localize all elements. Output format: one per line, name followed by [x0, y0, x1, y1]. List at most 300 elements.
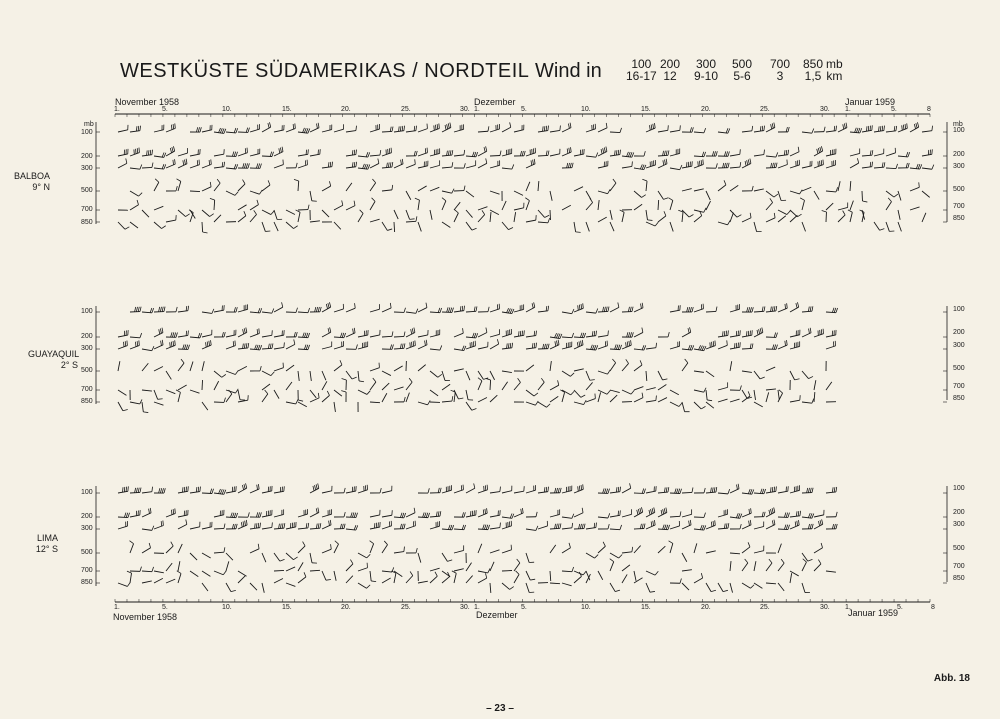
wind-barb: [190, 191, 200, 192]
wind-barb: [490, 562, 494, 571]
wind-barb: [286, 123, 295, 132]
wind-barb: [814, 127, 825, 132]
wind-barb: [802, 306, 813, 312]
day-tick: 1.: [114, 604, 120, 611]
wind-barb: [262, 510, 272, 517]
wind-barb: [238, 211, 246, 222]
wind-barb: [322, 509, 332, 517]
wind-barb: [466, 222, 477, 230]
wind-barb: [202, 522, 212, 529]
wind-barb: [814, 380, 816, 390]
wind-barb: [274, 302, 283, 312]
wind-barb: [838, 181, 840, 191]
wind-barb: [574, 222, 581, 232]
wind-barb: [346, 345, 357, 350]
wind-barb: [202, 309, 214, 314]
wind-barb: [730, 513, 742, 518]
wind-barb: [214, 489, 226, 494]
wind-barb: [622, 565, 630, 571]
wind-barb: [526, 526, 538, 531]
wind-barb: [322, 181, 331, 191]
wind-barb: [346, 576, 353, 583]
wind-barb: [262, 180, 270, 191]
wind-barb: [238, 148, 247, 156]
wind-barb: [766, 198, 773, 210]
wind-barb: [790, 330, 800, 337]
wind-barb: [826, 571, 836, 572]
wind-barb: [742, 213, 751, 222]
wind-barb: [370, 378, 376, 390]
day-tick: 25.: [760, 106, 770, 113]
wind-barb: [370, 488, 381, 493]
wind-barb: [610, 150, 621, 156]
wind-barb: [286, 332, 297, 337]
wind-barb: [418, 222, 421, 231]
wind-barb: [190, 487, 200, 493]
wind-barb: [478, 508, 487, 517]
wind-barb: [706, 371, 714, 377]
wind-barb: [262, 553, 266, 562]
wind-barb: [430, 210, 432, 220]
wind-barb: [286, 365, 294, 371]
pressure-level-label: 300: [953, 163, 965, 170]
wind-barb: [754, 512, 765, 517]
wind-barb: [778, 544, 781, 553]
wind-barb: [778, 525, 790, 530]
wind-barb: [802, 161, 812, 168]
wind-barb: [142, 363, 148, 371]
wind-barb: [250, 210, 257, 222]
wind-barb: [250, 149, 260, 156]
wind-barb: [310, 371, 311, 381]
pressure-level-label: 500: [81, 367, 93, 374]
wind-barb: [286, 553, 298, 560]
wind-barb: [766, 486, 776, 493]
wind-barb: [322, 327, 331, 337]
wind-barb: [166, 159, 175, 168]
wind-barb: [826, 160, 836, 168]
pressure-level-label: 500: [81, 187, 93, 194]
pressure-level-label: 100: [953, 127, 965, 134]
wind-barb: [430, 488, 441, 493]
wind-barb: [574, 524, 585, 529]
month-label-january-top: Januar 1959: [845, 97, 896, 107]
wind-barb: [226, 191, 238, 195]
wind-barb: [898, 210, 900, 220]
wind-barb: [850, 181, 851, 191]
wind-barb: [754, 328, 763, 337]
wind-barb: [778, 160, 787, 168]
wind-barb: [682, 488, 693, 493]
wind-barb: [766, 333, 777, 338]
wind-barb: [670, 125, 680, 132]
wind-barb: [574, 340, 583, 349]
wind-barb: [262, 210, 274, 215]
wind-barb: [526, 331, 537, 337]
wind-barb: [382, 578, 391, 583]
wind-barb: [130, 340, 139, 349]
wind-barb: [142, 163, 153, 168]
wind-barb: [730, 149, 740, 156]
wind-barb: [214, 547, 225, 553]
wind-barb: [598, 217, 607, 222]
wind-barb: [382, 383, 389, 390]
wind-barb: [550, 380, 559, 390]
wind-barb: [718, 163, 729, 168]
wind-barb: [634, 328, 643, 337]
wind-barb: [190, 553, 197, 560]
wind-barb: [274, 160, 283, 168]
wind-barb: [178, 385, 187, 390]
wind-barb: [262, 122, 271, 132]
wind-barb: [454, 163, 465, 168]
day-tick: 10.: [222, 604, 232, 611]
wind-barb: [250, 190, 262, 194]
wind-barb: [382, 541, 388, 553]
wind-barb: [466, 210, 473, 218]
wind-barb: [538, 218, 550, 223]
wind-barb: [430, 568, 440, 571]
wind-barb: [754, 150, 764, 156]
wind-barb: [586, 152, 598, 157]
wind-barb: [502, 343, 513, 349]
wind-barb: [574, 333, 586, 338]
wind-barb: [202, 571, 210, 576]
wind-barb: [454, 545, 464, 553]
wind-barb: [202, 553, 211, 558]
wind-barb: [166, 390, 175, 394]
wind-barb: [202, 222, 208, 233]
wind-barb: [682, 583, 689, 590]
wind-barb: [898, 191, 901, 201]
wind-barb: [358, 210, 363, 222]
wind-barb: [490, 304, 499, 312]
wind-barb: [262, 522, 272, 529]
wind-barb: [910, 122, 919, 132]
wind-barb: [586, 394, 595, 402]
wind-barb: [406, 521, 415, 529]
wind-barb: [202, 583, 208, 591]
wind-barb: [118, 149, 128, 156]
wind-barb: [418, 303, 427, 312]
wind-barb: [394, 387, 404, 390]
wind-barb: [598, 341, 607, 349]
wind-barb: [658, 211, 666, 222]
wind-barb: [754, 126, 765, 132]
wind-barb: [562, 567, 574, 572]
wind-barb: [850, 128, 862, 133]
wind-barb: [814, 519, 823, 529]
wind-barb: [334, 541, 339, 553]
wind-barb: [574, 149, 584, 156]
wind-barb: [802, 488, 813, 493]
day-tick: 25.: [401, 106, 411, 113]
wind-barb: [682, 509, 692, 517]
wind-barb: [346, 525, 358, 530]
wind-barb: [658, 398, 667, 402]
wind-barb: [586, 124, 595, 132]
wind-barb: [622, 161, 632, 168]
wind-barb: [202, 182, 211, 191]
wind-barb: [826, 149, 836, 156]
wind-barb: [514, 330, 524, 337]
wind-barb: [178, 359, 184, 371]
wind-barb: [669, 541, 673, 553]
wind-barb: [766, 507, 775, 517]
wind-barb: [262, 309, 274, 314]
wind-barb: [610, 487, 621, 493]
wind-barb: [274, 147, 283, 156]
wind-barb: [127, 571, 132, 583]
wind-barb: [286, 522, 296, 529]
wind-barb: [910, 207, 920, 210]
wind-barb: [838, 123, 847, 132]
wind-barb: [730, 524, 741, 529]
wind-barb: [418, 161, 428, 168]
wind-barb: [430, 572, 437, 583]
wind-barb: [562, 342, 572, 349]
wind-barb: [130, 541, 134, 553]
wind-barb: [166, 332, 177, 337]
wind-barb: [238, 328, 247, 337]
month-label-november-top: November 1958: [115, 97, 180, 107]
wind-barb: [634, 151, 645, 156]
wind-barb: [358, 371, 364, 382]
wind-barb: [166, 340, 175, 349]
wind-barb: [514, 203, 524, 210]
wind-barb: [130, 222, 138, 228]
wind-barb: [214, 162, 225, 168]
wind-barb: [298, 333, 310, 338]
wind-barb: [274, 342, 284, 349]
month-label-november-bottom: November 1958: [113, 612, 178, 622]
month-label-december-bottom: Dezember: [476, 610, 518, 620]
wind-barb: [202, 210, 214, 217]
wind-barb: [226, 164, 238, 169]
wind-barb: [766, 306, 777, 312]
wind-barb: [586, 331, 597, 337]
wind-barb: [178, 148, 188, 156]
wind-barb: [826, 187, 838, 192]
wind-barb: [250, 523, 261, 529]
wind-barb: [778, 486, 788, 493]
wind-barb: [382, 303, 391, 312]
wind-barb: [226, 370, 238, 374]
wind-barb: [454, 346, 466, 351]
wind-barb: [130, 567, 141, 572]
wind-barb: [526, 401, 538, 405]
wind-barb: [550, 361, 551, 371]
wind-barb: [452, 571, 456, 583]
wind-barb: [418, 488, 429, 493]
wind-barb: [742, 542, 750, 553]
wind-barb: [670, 222, 673, 231]
wind-barb: [610, 510, 620, 517]
wind-barb: [130, 399, 142, 403]
wind-barb: [490, 510, 500, 517]
pressure-level-label: 200: [953, 509, 965, 516]
day-tick: 1.: [474, 604, 480, 611]
legend-level-100: 100 16-17: [626, 57, 657, 83]
wind-barb: [189, 210, 193, 222]
wind-barb: [214, 149, 224, 156]
wind-barb: [238, 304, 248, 312]
wind-barb: [718, 128, 730, 133]
wind-barb: [886, 222, 894, 231]
pressure-level-label: 700: [81, 206, 93, 213]
wind-barb: [826, 512, 837, 517]
day-tick: 10.: [222, 106, 232, 113]
wind-barb: [130, 191, 142, 196]
wind-barb: [670, 578, 681, 583]
wind-barb: [502, 382, 508, 390]
wind-barb: [415, 198, 420, 210]
wind-barb: [370, 571, 376, 582]
wind-barb: [226, 307, 237, 312]
wind-barb: [848, 210, 852, 222]
wind-barb: [742, 559, 748, 571]
wind-barb: [718, 523, 729, 529]
wind-barb: [634, 164, 646, 169]
wind-barb: [898, 152, 910, 157]
wind-barb: [658, 371, 667, 380]
wind-barb: [514, 125, 524, 132]
wind-barb: [538, 521, 548, 529]
wind-barb: [238, 483, 247, 493]
day-tick: 15.: [282, 106, 292, 113]
wind-barb: [598, 189, 610, 193]
wind-barb: [730, 162, 741, 168]
legend-level-300: 300 9-10: [694, 57, 719, 83]
wind-barb: [502, 164, 514, 169]
wind-barb: [682, 327, 691, 337]
wind-barb: [214, 510, 224, 517]
wind-barb: [682, 307, 693, 312]
wind-barb: [466, 510, 476, 517]
wind-barb: [454, 485, 463, 493]
wind-barb: [262, 330, 272, 337]
wind-barb: [166, 579, 175, 583]
wind-barb: [826, 341, 835, 349]
wind-barb: [718, 151, 729, 156]
wind-barb: [622, 340, 631, 349]
wind-barb: [166, 215, 176, 222]
wind-barb: [682, 402, 690, 412]
wind-barb: [502, 329, 512, 337]
wind-barb: [754, 489, 766, 494]
wind-barb: [358, 485, 367, 493]
wind-barb: [790, 302, 799, 312]
wind-barb: [526, 571, 535, 580]
wind-barb: [177, 571, 181, 583]
wind-barb: [166, 146, 175, 156]
wind-barb: [370, 330, 380, 337]
wind-barb: [202, 489, 214, 494]
wind-barb: [142, 526, 154, 531]
wind-barb: [550, 340, 559, 349]
wind-barb: [658, 150, 669, 156]
wind-barb: [790, 371, 800, 380]
pressure-level-label: 100: [81, 308, 93, 315]
wind-barb: [694, 402, 705, 409]
wind-barb: [454, 186, 465, 191]
wind-barb: [822, 210, 827, 222]
wind-barb: [118, 402, 128, 411]
wind-barb: [502, 222, 513, 230]
wind-barb: [250, 366, 261, 371]
wind-barb: [694, 513, 705, 518]
wind-barb: [598, 200, 599, 210]
wind-barb: [706, 402, 714, 408]
wind-barb: [298, 128, 310, 133]
wind-barb: [814, 560, 821, 571]
wind-barb: [466, 333, 478, 338]
day-tick: 30.: [820, 604, 830, 611]
wind-barb: [718, 382, 728, 390]
wind-barb: [274, 125, 284, 132]
wind-barb: [706, 341, 715, 349]
wind-barb: [490, 151, 501, 156]
wind-barb: [430, 521, 440, 529]
wind-barb: [502, 201, 506, 210]
wind-barb: [754, 561, 756, 571]
wind-barb: [274, 390, 279, 399]
wind-barb: [610, 359, 616, 371]
wind-barb: [466, 160, 476, 168]
wind-barb: [142, 390, 152, 391]
wind-barb: [730, 210, 741, 217]
wind-barb: [370, 541, 374, 553]
wind-barb: [238, 512, 249, 517]
pressure-level-label: 700: [81, 567, 93, 574]
wind-barb: [706, 307, 717, 312]
wind-barb: [202, 340, 211, 349]
station-label-balboa: BALBOA 9° N: [13, 171, 50, 192]
wind-barb: [406, 341, 415, 349]
wind-barb: [334, 200, 343, 210]
wind-barb: [226, 513, 238, 518]
wind-barb: [826, 203, 833, 210]
wind-barb: [814, 191, 819, 200]
pressure-level-label: 200: [81, 153, 93, 160]
wind-barb: [502, 371, 512, 373]
wind-barb: [286, 583, 295, 586]
wind-barb: [370, 402, 380, 403]
wind-barb: [646, 371, 647, 381]
wind-barb: [886, 126, 897, 132]
wind-barb: [586, 222, 589, 231]
wind-barb: [406, 393, 409, 402]
wind-barb: [730, 385, 741, 390]
pressure-level-label: 100: [953, 306, 965, 313]
wind-barb: [490, 160, 500, 168]
wind-barb: [166, 563, 172, 571]
wind-barb: [466, 563, 472, 571]
wind-barb: [622, 483, 631, 493]
wind-barb: [742, 583, 754, 588]
wind-barb: [658, 508, 667, 517]
wind-barb: [250, 345, 262, 350]
wind-barb: [466, 390, 473, 400]
day-tick: 1.: [845, 106, 851, 113]
wind-barb: [478, 126, 489, 132]
pressure-level-label: 700: [81, 386, 93, 393]
wind-barb: [718, 180, 726, 191]
wind-barb: [346, 183, 352, 191]
wind-barb: [778, 303, 787, 312]
wind-barb: [574, 303, 583, 312]
wind-barb: [406, 309, 418, 314]
